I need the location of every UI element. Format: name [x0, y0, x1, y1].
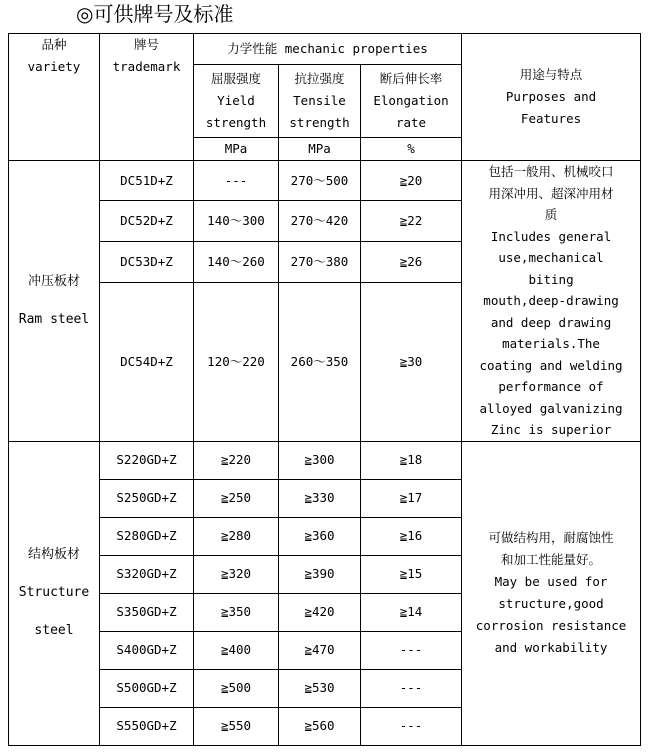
- unit-tensile: MPa: [279, 138, 361, 161]
- grades-standards-table: [8, 33, 641, 746]
- header-variety: [9, 34, 100, 161]
- header-variety-en: variety: [27, 59, 81, 74]
- table-cell-elongation: ≧26: [361, 242, 462, 283]
- table-cell-tensile: 260～350: [279, 283, 361, 441]
- header-trademark-en: trademark: [112, 59, 181, 74]
- variety-structure-steel: [9, 441, 100, 745]
- purpose-line: 包括一般用、机械咬口: [488, 164, 614, 180]
- table-cell-tensile: 270～380: [279, 242, 361, 283]
- variety-ram-steel-en: Ram steel: [18, 311, 90, 327]
- header-mechanic-properties: 力学性能 mechanic properties: [194, 34, 462, 65]
- table-cell-trademark: S220GD+Z: [100, 441, 194, 479]
- table-cell-elongation: ---: [361, 707, 462, 745]
- table-cell-trademark: DC52D+Z: [100, 201, 194, 242]
- unit-elongation: %: [361, 138, 462, 161]
- header-purposes-zh: 用途与特点: [519, 67, 583, 83]
- purpose-line: structure,good: [498, 596, 604, 612]
- table-cell-yield: 140～300: [194, 201, 279, 242]
- table-cell-trademark: S250GD+Z: [100, 479, 194, 517]
- table-cell-yield: 140～260: [194, 242, 279, 283]
- purpose-line: biting: [528, 271, 574, 287]
- table-cell-tensile: ≧470: [279, 631, 361, 669]
- table-cell-tensile: ≧530: [279, 669, 361, 707]
- table-cell-elongation: ≧20: [361, 161, 462, 201]
- header-yield-zh: 屈服强度: [210, 71, 261, 87]
- table-cell-yield: ≧320: [194, 555, 279, 593]
- table-cell-yield: ≧550: [194, 707, 279, 745]
- purpose-line: Includes general: [490, 228, 612, 244]
- variety-structure-steel-en-1: Structure: [18, 585, 90, 601]
- table-cell-trademark: S350GD+Z: [100, 593, 194, 631]
- table-cell-tensile: ≧420: [279, 593, 361, 631]
- purpose-line: May be used for: [494, 574, 608, 590]
- table-cell-trademark: S400GD+Z: [100, 631, 194, 669]
- table-cell-elongation: ≧22: [361, 201, 462, 242]
- header-purposes: [462, 34, 641, 161]
- purpose-ram-steel: [462, 161, 641, 442]
- header-elongation-zh: 断后伸长率: [379, 71, 443, 87]
- table-cell-elongation: ≧18: [361, 441, 462, 479]
- table-cell-elongation: ≧30: [361, 283, 462, 441]
- purpose-line: 用深冲用、超深冲用材: [488, 185, 614, 201]
- table-cell-trademark: S280GD+Z: [100, 517, 194, 555]
- purpose-line: performance of: [498, 379, 604, 395]
- table-cell-trademark: S550GD+Z: [100, 707, 194, 745]
- purpose-line: corrosion resistance: [475, 618, 627, 634]
- header-elongation-en-1: Elongation: [373, 93, 449, 109]
- table-cell-yield: ---: [194, 161, 279, 201]
- table-cell-trademark: DC54D+Z: [100, 283, 194, 441]
- table-cell-elongation: ≧15: [361, 555, 462, 593]
- table-cell-trademark: S500GD+Z: [100, 669, 194, 707]
- variety-structure-steel-en-2: steel: [34, 623, 74, 639]
- table-cell-yield: ≧500: [194, 669, 279, 707]
- table-cell-elongation: ≧17: [361, 479, 462, 517]
- table-cell-tensile: ≧360: [279, 517, 361, 555]
- table-cell-yield: ≧220: [194, 441, 279, 479]
- purpose-line: use,mechanical: [498, 250, 604, 266]
- table-cell-trademark: DC51D+Z: [100, 161, 194, 201]
- purpose-line: mouth,deep-drawing: [483, 293, 619, 309]
- purpose-line: Zinc is superior: [490, 422, 612, 438]
- purpose-line: alloyed galvanizing: [479, 400, 623, 416]
- header-purposes-en-1: Purposes and: [505, 89, 597, 105]
- variety-structure-steel-zh: 结构板材: [27, 547, 80, 563]
- table-cell-elongation: ≧16: [361, 517, 462, 555]
- unit-yield: MPa: [194, 138, 279, 161]
- purpose-line: 和加工性能量好。: [501, 552, 602, 568]
- header-variety-zh: 品种: [41, 37, 67, 52]
- variety-ram-steel: [9, 161, 100, 442]
- table-cell-trademark: S320GD+Z: [100, 555, 194, 593]
- header-yield: [194, 65, 279, 138]
- header-tensile-en-2: strength: [289, 115, 350, 131]
- header-trademark: [100, 34, 194, 161]
- header-yield-en-2: strength: [205, 115, 267, 131]
- purpose-line: coating and welding: [479, 357, 623, 373]
- purpose-structure-steel: [462, 441, 641, 745]
- table-cell-yield: ≧400: [194, 631, 279, 669]
- table-cell-tensile: ≧560: [279, 707, 361, 745]
- header-tensile: [279, 65, 361, 138]
- header-elongation: [361, 65, 462, 138]
- variety-ram-steel-zh: 冲压板材: [27, 273, 80, 289]
- table-cell-yield: 120～220: [194, 283, 279, 441]
- purpose-line: materials.The: [502, 336, 600, 352]
- table-cell-tensile: 270～500: [279, 161, 361, 201]
- purpose-line: 可做结构用，耐腐蚀性: [488, 530, 614, 546]
- header-purposes-en-2: Features: [520, 111, 582, 127]
- header-tensile-en-1: Tensile: [293, 93, 346, 109]
- header-elongation-en-2: rate: [395, 115, 427, 131]
- table-cell-yield: ≧250: [194, 479, 279, 517]
- table-cell-tensile: 270～420: [279, 201, 361, 242]
- table-cell-yield: ≧280: [194, 517, 279, 555]
- table-cell-elongation: ---: [361, 631, 462, 669]
- page-title: ◎可供牌号及标准: [76, 2, 234, 26]
- header-yield-en-1: Yield: [217, 93, 255, 109]
- purpose-line: 质: [544, 207, 558, 223]
- table-cell-trademark: DC53D+Z: [100, 242, 194, 283]
- header-tensile-zh: 抗拉强度: [294, 71, 345, 87]
- purpose-line: and workability: [494, 640, 608, 656]
- table-cell-tensile: ≧300: [279, 441, 361, 479]
- table-cell-tensile: ≧390: [279, 555, 361, 593]
- table-cell-elongation: ≧14: [361, 593, 462, 631]
- header-trademark-zh: 牌号: [133, 37, 159, 52]
- table-cell-elongation: ---: [361, 669, 462, 707]
- table-cell-yield: ≧350: [194, 593, 279, 631]
- purpose-line: and deep drawing: [490, 314, 612, 330]
- table-cell-tensile: ≧330: [279, 479, 361, 517]
